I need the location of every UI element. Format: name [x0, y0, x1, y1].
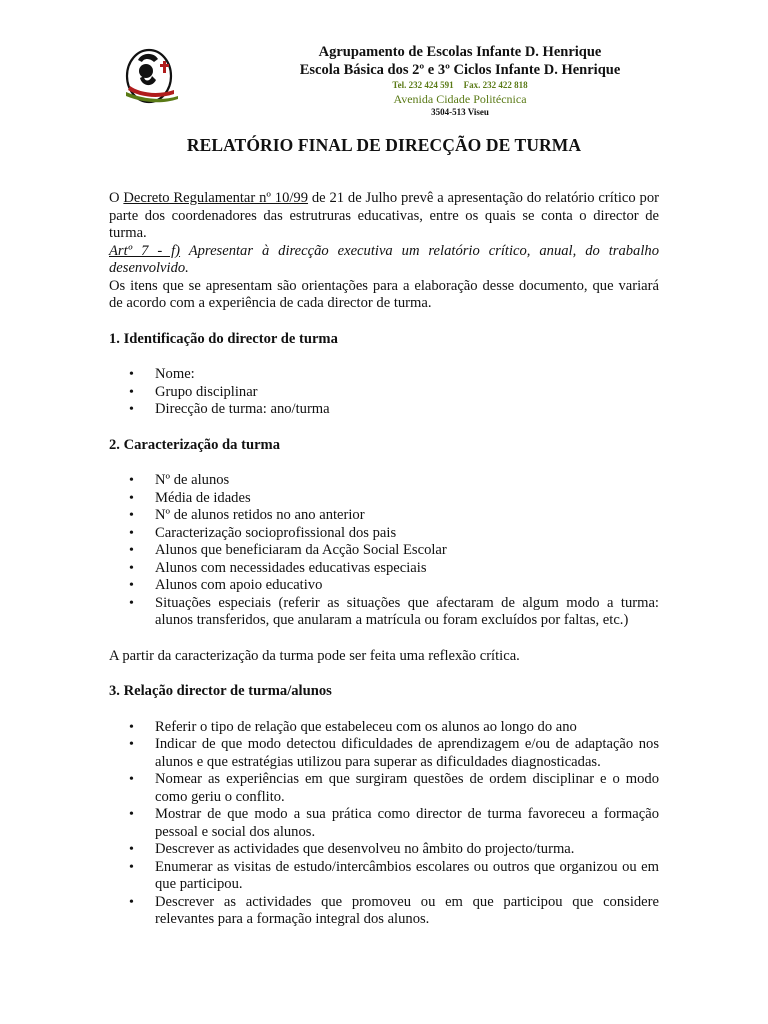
- bullet-icon: •: [129, 543, 134, 558]
- postal-code: 3504-513 Viseu: [431, 107, 489, 117]
- contact-line: [250, 80, 670, 90]
- bullet-icon: •: [129, 842, 134, 857]
- list-item: • Nº de alunos: [129, 472, 230, 488]
- school-name: Escola Básica dos 2º e 3º Ciclos Infante D. Henrique: [299, 62, 621, 78]
- fax-number: Fax. 232 422 818: [463, 80, 528, 90]
- guidance-paragraph: Os itens que se apresentam são orientações para a elaboração desse documento, que variará de acordo com a experiência de cada director de turma.: [109, 277, 659, 311]
- list-item: • Descrever as actividades que desenvolveu no âmbito do projecto/turma.: [129, 841, 575, 857]
- section-3-list: [109, 719, 659, 929]
- bullet-icon: •: [129, 367, 134, 382]
- article-text: Apresentar à direcção executiva um relatório crítico, anual, do trabalho desenvolvido.: [109, 242, 659, 276]
- intro-rest: de 21 de Julho prevê a apresentação do relatório crítico por parte dos coordenadores das estrutruras educativas, entre os quais se conta o director de turma.: [109, 190, 660, 241]
- bullet-icon: •: [129, 384, 134, 400]
- document-body: [109, 190, 659, 929]
- decree-reference: Decreto Regulamentar nº 10/99: [123, 190, 309, 206]
- section-3-heading: 3. Relação director de turma/alunos: [109, 683, 332, 699]
- list-item: • Média de idades: [129, 489, 251, 506]
- list-item: • Direcção de turma: ano/turma: [129, 401, 330, 417]
- article-paragraph: [109, 243, 659, 278]
- bullet-icon: •: [129, 859, 134, 875]
- street-address: Avenida Cidade Politécnica: [393, 92, 527, 106]
- list-item: • Alunos com apoio educativo: [129, 577, 323, 593]
- school-crest-icon: [116, 46, 186, 106]
- bullet-icon: •: [129, 807, 134, 822]
- list-item: • Descrever as actividades que promoveu ou em que participou que considere relevantes para a formação integral dos alunos.: [129, 893, 659, 927]
- bullet-icon: •: [129, 560, 134, 576]
- bullet-icon: •: [129, 402, 134, 417]
- section-2-heading: 2. Caracterização da turma: [109, 436, 281, 453]
- list-item: • Nomear as experiências em que surgiram questões de ordem disciplinar e o modo como geriu o conflito.: [129, 771, 659, 805]
- list-item: • Caracterização socioprofissional dos pais: [129, 524, 397, 541]
- list-item: • Indicar de que modo detectou dificuldades de aprendizagem e/ou de adaptação nos alunos e que estratégias utilizou para superar as dificuldades diagnosticadas.: [129, 736, 659, 770]
- list-item: • Enumerar as visitas de estudo/intercâmbios escolares ou outros que organizou ou em que participou.: [129, 858, 659, 892]
- list-item: • Nº de alunos retidos no ano anterior: [129, 507, 365, 523]
- bullet-icon: •: [129, 772, 134, 787]
- school-group-name: Agrupamento de Escolas Infante D. Henrique: [318, 44, 602, 60]
- list-item: • Mostrar de que modo a sua prática como director de turma favoreceu a formação pessoal e social dos alunos.: [129, 806, 659, 840]
- bullet-icon: •: [129, 525, 134, 541]
- document-title: RELATÓRIO FINAL DE DIRECÇÃO DE TURMA: [186, 135, 582, 155]
- section-2-note: A partir da caracterização da turma pode ser feita uma reflexão crítica.: [109, 647, 520, 664]
- list-item: • Nome:: [129, 366, 195, 382]
- section-1-heading: 1. Identificação do director de turma: [109, 330, 338, 347]
- list-item: • Alunos que beneficiaram da Acção Social Escolar: [129, 542, 447, 558]
- list-item: • Grupo disciplinar: [129, 383, 258, 400]
- bullet-icon: •: [129, 737, 134, 752]
- bullet-icon: •: [129, 595, 134, 611]
- bullet-icon: •: [129, 894, 134, 910]
- bullet-icon: •: [129, 578, 134, 593]
- list-item: • Referir o tipo de relação que estabeleceu com os alunos ao longo do ano: [129, 718, 577, 735]
- bullet-icon: •: [129, 490, 134, 506]
- section-1-list: [109, 366, 659, 419]
- bullet-icon: •: [129, 473, 134, 488]
- intro-start: O: [109, 190, 124, 206]
- phone-number: Tel. 232 424 591: [392, 80, 454, 90]
- article-reference: Artº 7 - f): [109, 242, 181, 259]
- list-item: • Situações especiais (referir as situações que afectaram de algum modo a turma: alunos transferidos, que anularam a matrícula ou foram excluídos por faltas, etc.): [129, 594, 659, 628]
- section-2-list: [109, 472, 659, 630]
- bullet-icon: •: [129, 508, 134, 523]
- intro-paragraph: [109, 190, 659, 243]
- list-item: • Alunos com necessidades educativas especiais: [129, 559, 427, 576]
- bullet-icon: •: [129, 719, 134, 735]
